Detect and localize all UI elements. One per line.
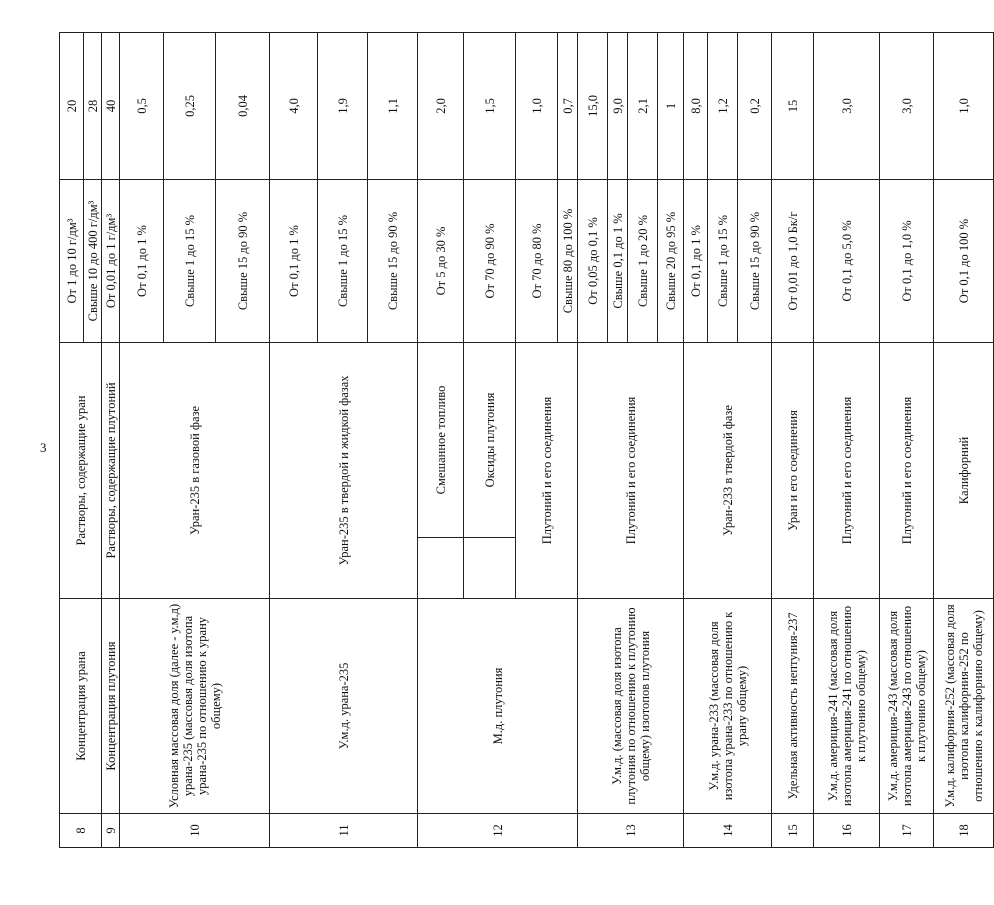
table-row: [60, 32, 84, 847]
condition-cell: Свыше 15 до 90 %: [738, 179, 772, 342]
parameter-name-cell: Условная массовая доля (далее - у.м.д) урана-235 (массовая доля изотопа урана-235 по отношению к урану общему): [120, 599, 270, 814]
table-row: [102, 32, 120, 847]
substance-cell: Оксиды плутония: [464, 342, 516, 537]
condition-cell: Свыше 1 до 15 %: [164, 179, 216, 342]
value-cell: 4,0: [270, 32, 318, 179]
empty-cell: [418, 538, 464, 599]
value-cell: 1: [658, 32, 684, 179]
parameter-name-cell: М.д. плутония: [418, 599, 578, 814]
condition-cell: Свыше 15 до 90 %: [216, 179, 270, 342]
value-cell: 8,0: [684, 32, 708, 179]
condition-cell: От 0,1 до 5,0 %: [814, 179, 880, 342]
substance-cell: Растворы, содержащие плутоний: [102, 342, 120, 598]
row-number-cell: 8: [60, 814, 102, 848]
condition-cell: Свыше 0,1 до 1 %: [608, 179, 628, 342]
value-cell: 1,0: [516, 32, 558, 179]
substance-cell: Уран и его соединения: [772, 342, 814, 598]
condition-cell: Свыше 15 до 90 %: [368, 179, 418, 342]
parameter-name-cell: У.м.д. (массовая доля изотопа плутония по отношению к плутонию общему) изотопов плутония: [578, 599, 684, 814]
parameter-name-cell: Концентрация плутония: [102, 599, 120, 814]
condition-cell: От 0,01 до 1,0 Бк/г: [772, 179, 814, 342]
value-cell: 0,2: [738, 32, 772, 179]
row-number-cell: 15: [772, 814, 814, 848]
value-cell: 2,0: [418, 32, 464, 179]
row-number-cell: 18: [934, 814, 994, 848]
row-number-cell: 14: [684, 814, 772, 848]
parameter-name-cell: У.м.д. урана-235: [270, 599, 418, 814]
table-row: [814, 32, 880, 847]
substance-cell: Плутоний и его соединения: [578, 342, 684, 598]
table-row: [578, 32, 608, 847]
condition-cell: От 1 до 10 г/дм³: [60, 179, 84, 342]
table-row: [120, 32, 164, 847]
row-number-cell: 9: [102, 814, 120, 848]
value-cell: 0,7: [558, 32, 578, 179]
parameter-name-cell: У.м.д. урана-233 (массовая доля изотопа урана-233 по отношению к урану общему): [684, 599, 772, 814]
condition-cell: Свыше 20 до 95 %: [658, 179, 684, 342]
value-cell: 0,25: [164, 32, 216, 179]
parameter-name-cell: У.м.д. америция-243 (массовая доля изотопа америция-243 по отношению к плутонию общему): [880, 599, 934, 814]
substance-cell: Уран-233 в твердой фазе: [684, 342, 772, 598]
table-row: [772, 32, 814, 847]
row-number-cell: 11: [270, 814, 418, 848]
condition-cell: Свыше 80 до 100 %: [558, 179, 578, 342]
substance-cell: Уран-235 в газовой фазе: [120, 342, 270, 598]
page-number: 3: [40, 440, 47, 455]
row-number-cell: 10: [120, 814, 270, 848]
condition-cell: Свыше 1 до 20 %: [628, 179, 658, 342]
value-cell: 1,2: [708, 32, 738, 179]
value-cell: 3,0: [880, 32, 934, 179]
substance-cell: Уран-235 в твердой и жидкой фазах: [270, 342, 418, 598]
condition-cell: От 0,1 до 1 %: [120, 179, 164, 342]
substance-cell: Плутоний и его соединения: [880, 342, 934, 598]
substance-cell: Плутоний и его соединения: [814, 342, 880, 598]
condition-cell: От 0,1 до 100 %: [934, 179, 994, 342]
condition-cell: Свыше 1 до 15 %: [708, 179, 738, 342]
parameter-name-cell: Концентрация урана: [60, 599, 102, 814]
row-number-cell: 16: [814, 814, 880, 848]
row-number-cell: 12: [418, 814, 578, 848]
condition-cell: Свыше 1 до 15 %: [318, 179, 368, 342]
value-cell: 15,0: [578, 32, 608, 179]
condition-cell: От 5 до 30 %: [418, 179, 464, 342]
substance-cell: Смешанное топливо: [418, 342, 464, 537]
condition-cell: От 70 до 90 %: [464, 179, 516, 342]
table-row: [934, 32, 994, 847]
value-cell: 2,1: [628, 32, 658, 179]
condition-cell: От 70 до 80 %: [516, 179, 558, 342]
value-cell: 0,04: [216, 32, 270, 179]
rotated-table-container: [59, 33, 985, 848]
parameter-name-cell: Удельная активность нептуния-237: [772, 599, 814, 814]
row-number-cell: 17: [880, 814, 934, 848]
row-number-cell: 13: [578, 814, 684, 848]
table-row: [684, 32, 708, 847]
measurement-table: [59, 32, 994, 848]
value-cell: 28: [84, 32, 102, 179]
substance-cell: Калифорний: [934, 342, 994, 598]
value-cell: 40: [102, 32, 120, 179]
table-row: [880, 32, 934, 847]
condition-cell: Свыше 10 до 400 г/дм³: [84, 179, 102, 342]
condition-cell: От 0,01 до 1 г/дм³: [102, 179, 120, 342]
substance-cell: Плутоний и его соединения: [516, 342, 578, 598]
value-cell: 20: [60, 32, 84, 179]
condition-cell: От 0,1 до 1,0 %: [880, 179, 934, 342]
table-row: [418, 32, 464, 847]
value-cell: 9,0: [608, 32, 628, 179]
parameter-name-cell: У.м.д. америция-241 (массовая доля изотопа америция-241 по отношению к плутонию общему): [814, 599, 880, 814]
value-cell: 1,0: [934, 32, 994, 179]
value-cell: 1,5: [464, 32, 516, 179]
value-cell: 1,1: [368, 32, 418, 179]
value-cell: 0,5: [120, 32, 164, 179]
condition-cell: От 0,1 до 1 %: [270, 179, 318, 342]
value-cell: 3,0: [814, 32, 880, 179]
value-cell: 15: [772, 32, 814, 179]
value-cell: 1,9: [318, 32, 368, 179]
condition-cell: От 0,05 до 0,1 %: [578, 179, 608, 342]
table-row: [270, 32, 318, 847]
substance-cell: Растворы, содержащие уран: [60, 342, 102, 598]
empty-cell: [464, 538, 516, 599]
table-body: [60, 32, 994, 847]
condition-cell: От 0,1 до 1 %: [684, 179, 708, 342]
parameter-name-cell: У.м.д. калифорния-252 (массовая доля изотопа калифорния-252 по отношению к калифорнию общему): [934, 599, 994, 814]
